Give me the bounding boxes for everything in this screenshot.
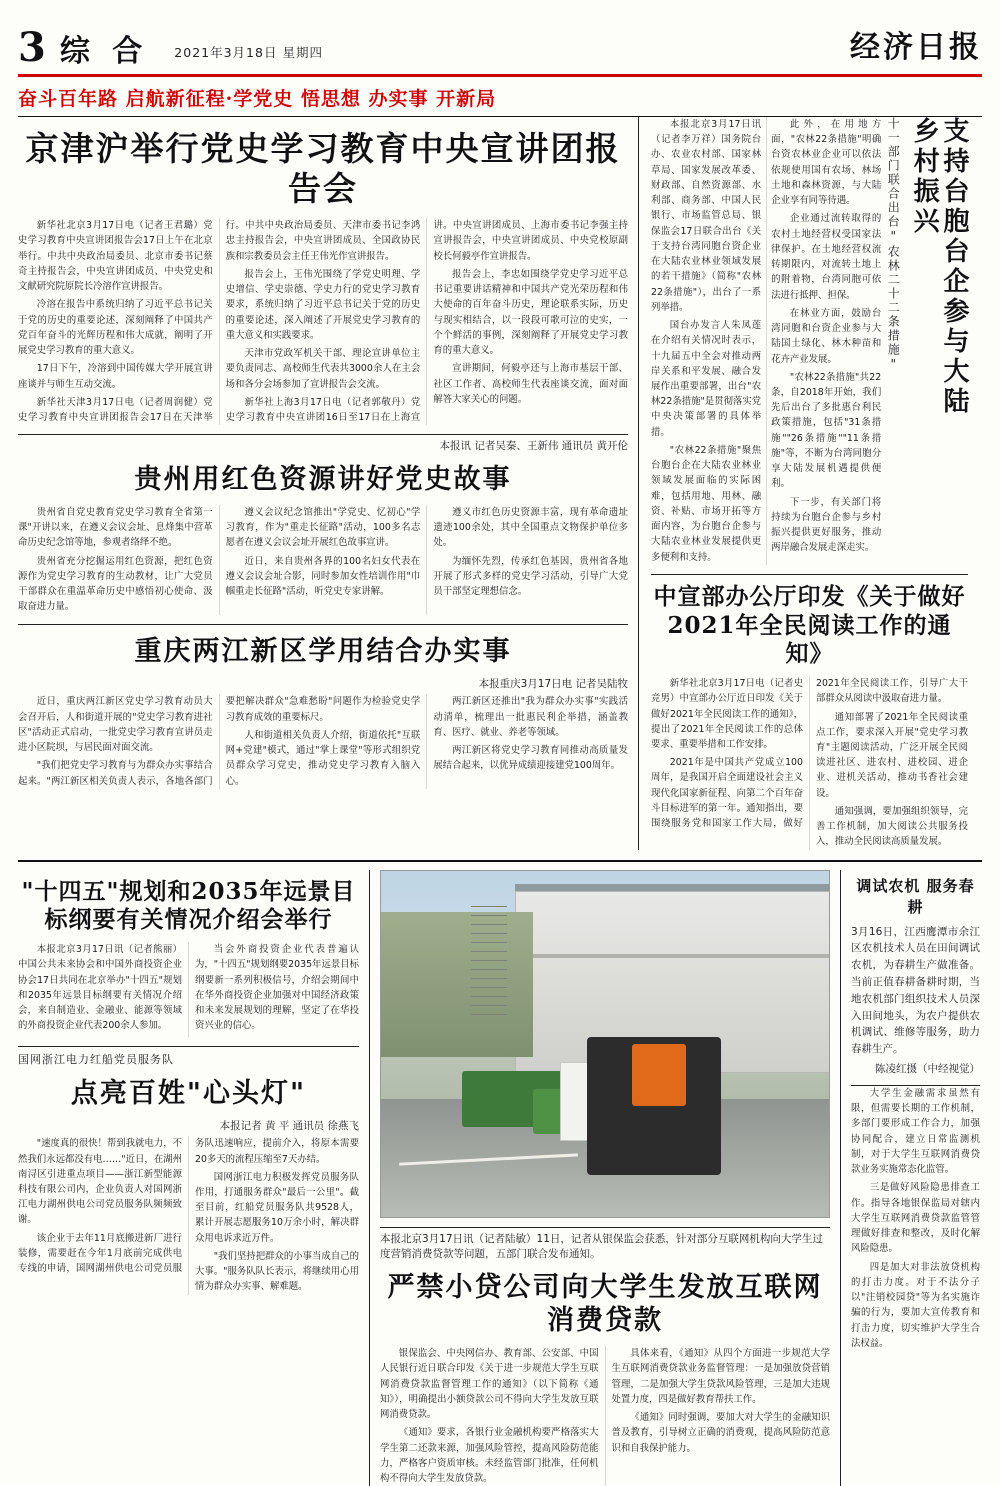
photo-operator-shape bbox=[632, 1044, 686, 1106]
light-kicker: 国网浙江电力红船党员服务队 bbox=[18, 1052, 174, 1066]
loan-body bbox=[380, 1346, 830, 1486]
story3-body bbox=[18, 694, 628, 788]
publication-date: 2021年3月18日 星期四 bbox=[174, 45, 323, 60]
paragraph: 贵州省充分挖掘运用红色资源，把红色资源作为党史学习教育的生动教材，让广大党员干部群众在重温革命历史中感悟初心使命、汲取奋进力量。 bbox=[18, 555, 213, 613]
lower-section bbox=[18, 860, 982, 1486]
story2-headline: 贵州用红色资源讲好党史故事 bbox=[134, 464, 512, 496]
paragraph: 报告会上，李忠如围绕学党史学习近平总书记重要讲话精神和中国共产党光荣历程和伟大使命的百年奋斗历史，理论联系实际，历史与现实相结合，以一段段可歌可泣的史实，一个个鲜活的事例，深刻阐释了开展党史学习教育的重大意义。 bbox=[433, 268, 628, 357]
loan-byline: 本报北京3月17日讯（记者陆敏）11日，记者从银保监会获悉，针对部分互联网机构向大学生过度营销消费贷款等问题，五部门联合发布通知。 bbox=[380, 1232, 823, 1260]
paragraph: 新华社上海3月17日电（记者郭敬丹）党史学习教育中央宣讲团16日至17日在上海宣讲。中央宣讲团成员、上海市委书记李强主持宣讲报告会，中央宣讲团成员、中央党校原副校长何毅亭作宣讲报告。 bbox=[225, 220, 628, 423]
page-number: 3 bbox=[18, 24, 46, 71]
light-body bbox=[18, 1136, 359, 1294]
paragraph: 新华社北京3月17日电（记者王君璐）党史学习教育中央宣讲团报告会17日上午在北京举行。中共中央政治局委员、北京市委书记蔡奇主持报告会，中央宣讲团成员、中央党史和文献研究院原院长冷溶作宣讲报告。 bbox=[18, 220, 213, 293]
section-name: 综 合 bbox=[59, 34, 149, 69]
paragraph: 2021年是中国共产党成立100周年，是我国开启全面建设社会主义现代化国家新征程、向第二个百年奋斗目标进军的第一年。通知指出，要围绕服务党和国家工作大局，做好2021年全民阅读工作，引导广大干部群众从阅读中汲取奋进力量。 bbox=[651, 678, 968, 830]
paragraph: 此外，在用地方面，"农林22条措施"明确台资农林业企业可以依法依规使用国有农场、林场土地和森林资源，与大陆企业享有同等待遇。 bbox=[771, 119, 882, 207]
newspaper-page bbox=[0, 10, 1000, 1484]
lead-headline: 京津沪举行党史学习教育中央宣讲团报告会 bbox=[25, 129, 621, 208]
loan-headline: 严禁小贷公司向大学生发放互联网消费贷款 bbox=[387, 1271, 823, 1337]
paragraph: 人和街道相关负责人介绍，街道依托"互联网+党建"模式，通过"掌上课堂"等形式组织党员群众学习党史，推动党史学习教育入脑入心。 bbox=[225, 729, 421, 787]
news-photo bbox=[380, 870, 830, 1218]
paragraph: 报告会上，王伟光围绕了学党史明理、学史增信、学史崇德、学史力行的党史学习教育要求，系统归纳了习近平总书记关于党的历史的重要论述，深入阐述了开展党史学习教育的重大意义和实践要求。 bbox=[225, 268, 421, 341]
paragraph: 新华社北京3月17日电（记者史竞男）中宣部办公厅近日印发《关于做好2021年全民阅读工作的通知》，提出了2021年全民阅读工作的总体要求、重要举措和工作安排。 bbox=[651, 678, 803, 750]
plan-headline: "十四五"规划和2035年远景目标纲要有关情况介绍会举行 bbox=[21, 877, 356, 934]
paragraph: 两江新区将党史学习教育同推动高质量发展结合起来，以优异成绩迎接建党100周年。 bbox=[433, 745, 628, 772]
masthead bbox=[18, 10, 982, 71]
article-separator bbox=[651, 574, 968, 575]
story3-byline: 本报重庆3月17日电 记者吴陆牧 bbox=[478, 678, 628, 691]
paragraph: 近日，重庆两江新区党史学习教育动员大会召开后，人和街道开展的"党史学习教育进社区"活动正式启动，一批党史学习教育宣讲员走进小区院坝，与居民面对面交流。 bbox=[18, 696, 213, 754]
paragraph: 遵义市红色历史资源丰富，现有革命遗址遗迹100余处，其中全国重点文物保护单位多处。 bbox=[433, 506, 628, 549]
paragraph: 为缅怀先烈，传承红色基因，贵州省各地开展了形式多样的党史学习活动，引导广大党员干部坚定理想信念。 bbox=[433, 555, 628, 598]
paragraph: 国网浙江电力积极发挥党员服务队作用，打通服务群众"最后一公里"。截至目前，红船党员服务队共9528人，累计开展志愿服务10万余小时，解决群众用电诉求近万件。 bbox=[195, 1171, 359, 1244]
article-separator bbox=[380, 1227, 830, 1228]
vertical-subheadline: 十一部门联合出台"农林二十二条措施" bbox=[886, 117, 901, 373]
article-separator bbox=[18, 1046, 359, 1047]
left-column bbox=[18, 117, 638, 850]
story3-headline: 重庆两江新区学用结合办实事 bbox=[134, 635, 512, 667]
paragraph: 当会外商投资企业代表普遍认为，"十四五"规划纲要2035年远景目标纲要新一系列积极信号，介绍会期间中在华外商投资企业加强对中国经济政策和未来发展规划的理解，坚定了在华投资兴业的信心。 bbox=[195, 944, 359, 1032]
photo-caption-title: 调试农机 服务春耕 bbox=[856, 876, 975, 916]
paragraph: 该企业于去年11月底搬进新厂进行装修，需要赶在今年1月底前完成供电专线的申请，国网湖州供电公司党员服务队迅速响应，提前介入，将原本需要20多天的流程压缩至7天办结。 bbox=[18, 1138, 359, 1275]
vertical-story bbox=[651, 117, 968, 565]
paragraph: 大学生金融需求虽然有限，但需要长期的工作机制，多部门要形成工作合力，加强协同配合，建立日常监测机制，对于大学生互联网消费贷款业务实施常态化监管。 bbox=[851, 1088, 980, 1176]
photo-hill-shape bbox=[381, 912, 533, 1057]
notice-headline: 中宣部办公厅印发《关于做好2021年全民阅读工作的通知》 bbox=[653, 582, 966, 668]
right-column bbox=[638, 117, 968, 850]
paragraph: 贵州省自党史教育党史学习教育全省第一课"开讲以来，在遵义会议会址、息烽集中营革命历史纪念馆等地，参观者络绎不绝。 bbox=[18, 506, 213, 549]
light-byline: 本报记者 黄 平 通讯员 徐燕飞 bbox=[219, 1120, 359, 1133]
paragraph: 企业通过流转取得的农村土地经营权受国家法律保护。在土地经营权流转期限内，对流转土地上的附着物，台湾同胞可依法进行抵押、担保。 bbox=[771, 213, 882, 301]
paragraph: "速度真的很快！帮到我就电力，不然我们永远都没有电……"近日，在湖州南浔区引进重点项目——浙江新型能源科技有限公司内，企业负责人对国网浙江电力湖州供电公司党员服务队频频致谢。 bbox=[18, 1138, 182, 1226]
photo-pylon-shape bbox=[471, 898, 507, 1018]
paragraph: 《通知》同时强调，要加大对大学生的金融知识普及教育，引导树立正确的消费观，提高风险防范意识和自我保护能力。 bbox=[611, 1412, 830, 1454]
paragraph: 两江新区还推出"我为群众办实事"实践活动清单，梳理出一批惠民利企举措，涵盖教育、医疗、就业、养老等领域。 bbox=[433, 696, 628, 738]
paragraph: "农林22条措施"共22条，自2018年开始，我们先后出台了多批惠台利民政策措施，包括"31条措施""26条措施""11条措施"等，不断为台湾同胞分享大陆发展机遇提供便利。 bbox=[771, 371, 882, 490]
story2-byline: 本报讯 记者吴秦、王新伟 通讯员 黄开伦 bbox=[439, 440, 628, 453]
campaign-banner: 奋斗百年路 启航新征程·学党史 悟思想 办实事 开新局 bbox=[18, 88, 497, 110]
paragraph: 国台办发言人朱凤莲在介绍有关情况时表示，十九届五中全会对推动两岸关系和平发展、融合发展作出重要部署，出台"农林22条措施"是贯彻落实党中央决策部署的具体举措。 bbox=[651, 320, 762, 438]
paragraph: 17日下午，冷溶到中国传媒大学开展宣讲座谈并与师生互动交流。 bbox=[18, 363, 213, 390]
vertical-headline: 支持台胞台企参与大陆乡村振兴 bbox=[909, 117, 969, 417]
paragraph: 近日，来自贵州各界的100名妇女代表在遵义会议会址合影，同时参加女性培训作用"巾帼重走长征路"活动，听党史专家讲解。 bbox=[225, 555, 421, 598]
paragraph: 通知部署了2021年全民阅读重点工作，要求深入开展"党史学习教育"主题阅读活动，广泛开展全民阅读进社区、进农村、进校园、进企业、进机关活动，推动书香社会建设。 bbox=[816, 711, 968, 799]
paragraph: 具体来看，《通知》从四个方面进一步规范大学生互联网消费贷款业务监督管理：一是加强放贷营销管理，二是加强大学生贷款风险管理，三是加大违规处置力度，四是做好教育帮扶工作。 bbox=[611, 1348, 830, 1405]
photo-caption: 3月16日，江西鹰潭市余江区农机技术人员在田间调试农机，为春耕生产做准备。当前正值春耕备耕时期，当地农机部门组织技术人员深入田间地头，为农户提供农机调试、维修等服务，助力春耕生产。 bbox=[851, 925, 980, 1056]
article-separator bbox=[18, 434, 628, 435]
notice-body bbox=[651, 676, 968, 850]
paragraph: 本报北京3月17日讯（记者李万祥）国务院台办、农业农村部、国家林草局、国家发展改革委、财政部、自然资源部、水利部、商务部、中国人民银行、市场监管总局、银保监会17日联合出台《关于支持台湾同胞台资企业在大陆农业林业领域发展的若干措施》（简称"农林22条措施"），出台了一系列举措。 bbox=[651, 119, 762, 313]
paragraph: 下一步，有关部门将持续为台胞台企参与乡村振兴提供更好服务，推动两岸融合发展走深走实。 bbox=[771, 496, 882, 554]
light-headline: 点亮百姓"心头灯" bbox=[70, 1077, 307, 1109]
main-body bbox=[18, 117, 982, 850]
paragraph: "我们坚持把群众的小事当成自己的大事。"服务队队长表示，将继续用心用情为群众办实事、解难题。 bbox=[195, 1250, 359, 1293]
paragraph: 三是做好风险隐患排查工作。指导各地银保监局对辖内大学生互联网消费贷款监管管理做好排查和整改，及时化解风险隐患。 bbox=[851, 1182, 980, 1255]
paper-title: 经济日报 bbox=[850, 30, 982, 65]
story2-body bbox=[18, 505, 628, 615]
paragraph: 本报北京3月17日讯（记者熊丽）中国公共未来协会和中国外商投资企业协会17日共同在北京举办"十四五"规划和2035年远景目标纲要有关情况介绍会，来自制造业、金融业、能源等领域的外商投资企业代表200余人参加。 bbox=[18, 944, 182, 1032]
masthead-rule-red bbox=[18, 74, 982, 77]
plan-body bbox=[18, 942, 359, 1036]
article-separator bbox=[18, 624, 628, 625]
paragraph: 银保监会、中央网信办、教育部、公安部、中国人民银行近日联合印发《关于进一步规范大学生互联网消费贷款监督管理工作的通知》（以下简称《通知》），明确提出小额贷款公司不得向大学生发放互联网消费贷款。 bbox=[380, 1348, 599, 1421]
paragraph: 天津市党政军机关干部、理论宣讲单位主要负责同志、高校师生代表共3000余人在主会场和各分会场参加了宣讲报告会交流。 bbox=[225, 348, 421, 390]
paragraph: 新华社天津3月17日电（记者周润健）党史学习教育中央宣讲团报告会17日在天津举行。中共中央政治局委员、天津市委书记李鸿忠主持报告会，中央宣讲团成员、全国政协民族和宗教委员会主任王伟光作宣讲报告。 bbox=[18, 220, 421, 423]
paragraph: 宣讲期间，何毅亭还与上海市基层干部、社区工作者、高校师生代表座谈交流，面对面解答大家关心的问题。 bbox=[433, 363, 628, 405]
photo-credit: 陈凌红摄（中经视觉） bbox=[875, 1063, 980, 1075]
paragraph: 在林业方面，鼓励台湾同胞和台资企业参与大陆国土绿化、林木种苗和花卉产业发展。 bbox=[771, 307, 882, 365]
paragraph: 四是加大对非法放贷机构的打击力度。对于不法分子以"注销校园贷"等为名实施诈骗的行为，要加大宣传教育和打击力度，切实维护大学生合法权益。 bbox=[851, 1261, 980, 1349]
paragraph: "我们把党史学习教育与为群众办实事结合起来。"两江新区相关负责人表示，各地各部门要把解决群众"急难愁盼"问题作为检验党史学习教育成效的重要标尺。 bbox=[18, 696, 421, 787]
paragraph: "农林22条措施"聚焦台胞台企在大陆农业林业领域发展面临的实际困难，包括用地、用林、融资、补贴、市场开拓等方面内容，为台胞台企参与大陆农业林业发展提供更多便利和支持。 bbox=[651, 444, 762, 563]
vertical-story-body bbox=[651, 117, 881, 565]
lead-article-body bbox=[18, 218, 628, 425]
paragraph: 遵义会议纪念馆推出"学党史、忆初心"学习教育，作为"重走长征路"活动，100多名志愿者在遵义会议会址开展红色故事宣讲。 bbox=[225, 506, 421, 549]
paragraph: 《通知》要求，各银行业金融机构要严格落实大学生第二还款来源，加强风险管控，提高风险防范能力，严格客户资质审核。未经监管部门批准，任何机构不得向大学生发放贷款。 bbox=[380, 1427, 599, 1484]
paragraph: 冷溶在报告中系统归纳了习近平总书记关于党的历史的重要论述，深刻阐释了中国共产党百年奋斗的光辉历程和伟大成就，阐明了开展党史学习教育的重大意义。 bbox=[18, 299, 213, 357]
lower-left-column bbox=[18, 870, 370, 1486]
paragraph: 通知强调，要加强组织领导，完善工作机制，加大阅读公共服务投入，推动全民阅读高质量发展。 bbox=[816, 805, 968, 848]
lower-right-column bbox=[840, 870, 980, 1486]
lower-middle-column bbox=[370, 870, 840, 1486]
